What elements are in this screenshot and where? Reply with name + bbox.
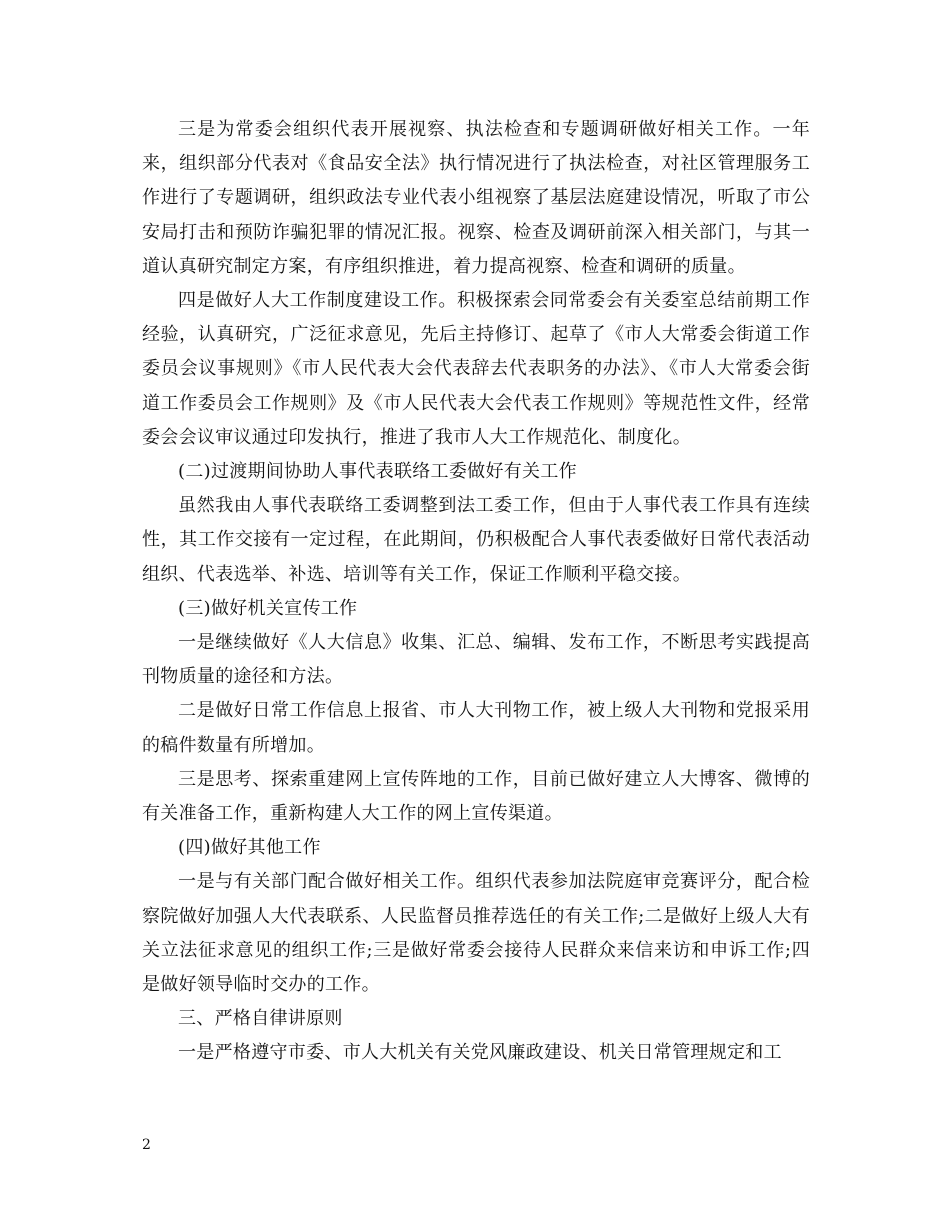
paragraph-publicity-2: 二是做好日常工作信息上报省、市人大刊物工作，被上级人大刊物和党报采用的稿件数量有所增加。 <box>142 700 810 756</box>
section-heading-3: (三)做好机关宣传工作 <box>178 597 358 619</box>
paragraph-item-4-system-building: 四是做好人大工作制度建设工作。积极探索会同常委会有关委室总结前期工作经验，认真研究，广泛征求意见，先后主持修订、起草了《市人大常委会街道工作委员会议事规则》《市人民代表大会代表辞去代表职务的办法》、《市人大常委会街道工作委员会工作规则》及《市人民代表大会代表工作规则》等规范性文件，经常委会会议审议通过印发执行，推进了我市人大工作规范化、制度化。 <box>142 290 810 448</box>
paragraph-publicity-3: 三是思考、探索重建网上宣传阵地的工作，目前已做好建立人大博客、微博的有关准备工作，重新构建人大工作的网上宣传渠道。 <box>142 768 810 825</box>
page-number: 2 <box>142 1137 151 1153</box>
section-heading-4: (四)做好其他工作 <box>178 837 321 859</box>
document-body <box>142 113 810 1071</box>
paragraph-publicity-1: 一是继续做好《人大信息》收集、汇总、编辑、发布工作，不断思考实践提高刊物质量的途径和方法。 <box>142 632 810 688</box>
paragraph-item-3-inspection: 三是为常委会组织代表开展视察、执法检查和专题调研做好相关工作。一年来，组织部分代表对《食品安全法》执行情况进行了执法检查，对社区管理服务工作进行了专题调研，组织政法专业代表小组视察了基层法庭建设情况，听取了市公安局打击和预防诈骗犯罪的情况汇报。视察、检查及调研前深入相关部门，与其一道认真研究制定方案，有序组织推进，着力提高视察、检查和调研的质量。 <box>142 119 810 277</box>
paragraph-other-work: 一是与有关部门配合做好相关工作。组织代表参加法院庭审竞赛评分，配合检察院做好加强人大代表联系、人民监督员推荐选任的有关工作;二是做好上级人大有关立法征求意见的组织工作;三是做好常委会接待人民群众来信来访和申诉工作;四是做好领导临时交办的工作。 <box>142 871 810 996</box>
paragraph-discipline-1: 一是严格遵守市委、市人大机关有关党风廉政建设、机关日常管理规定和工 <box>178 1042 782 1064</box>
section-heading-discipline: 三、严格自律讲原则 <box>178 1008 343 1030</box>
paragraph-transition-work: 虽然我由人事代表联络工委调整到法工委工作，但由于人事代表工作具有连续性，其工作交接有一定过程，在此期间，仍积极配合人事代表委做好日常代表活动组织、代表选举、补选、培训等有关工作，保证工作顺利平稳交接。 <box>142 495 810 585</box>
section-heading-2: (二)过渡期间协助人事代表联络工委做好有关工作 <box>178 461 577 483</box>
